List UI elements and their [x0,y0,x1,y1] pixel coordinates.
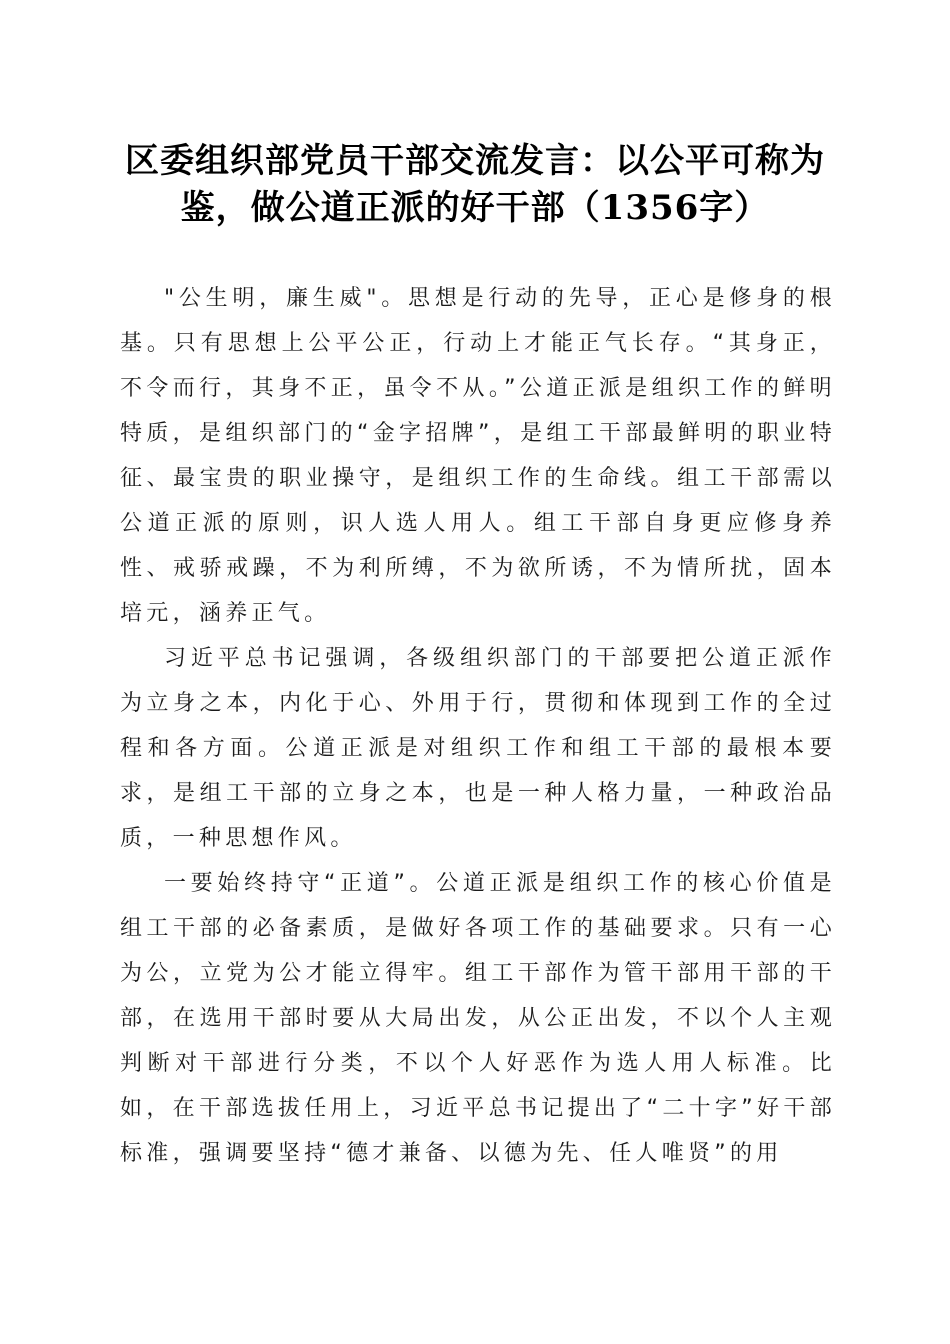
title-line-2: 鉴，做公道正派的好干部（1356字） [180,188,770,228]
paragraph-1: "公生明，廉生威"。思想是行动的先导，正心是修身的根基。只有思想上公平公正，行动上才能正气长存。“其身正，不令而行，其身不正，虽令不从。”公道正派是组织工作的鲜明特质，是组织部门的“金字招牌”，是组工干部最鲜明的职业特征、最宝贵的职业操守，是组织工作的生命线。组工干部需以公道正派的原则，识人选人用人。组工干部自身更应修身养性、戒骄戒躁，不为利所缚，不为欲所诱，不为情所扰，固本培元，涵养正气。 [120,286,836,626]
document-title [100,138,850,232]
document-body [120,276,836,1176]
title-line-1: 区委组织部党员干部交流发言：以公平可称为 [125,141,825,181]
paragraph-3: 一要始终持守“正道”。公道正派是组织工作的核心价值是组工干部的必备素质，是做好各项工作的基础要求。只有一心为公，立党为公才能立得牢。组工干部作为管干部用干部的干部，在选用干部时要从大局出发，从公正出发，不以个人主观判断对干部进行分类，不以个人好恶作为选人用人标准。比如，在干部选拔任用上，习近平总书记提出了“二十字”好干部标准，强调要坚持“德才兼备、以德为先、任人唯贤”的用 [120,871,836,1166]
paragraph-2: 习近平总书记强调，各级组织部门的干部要把公道正派作为立身之本，内化于心、外用于行，贯彻和体现到工作的全过程和各方面。公道正派是对组织工作和组工干部的最根本要求，是组工干部的立身之本，也是一种人格力量，一种政治品质，一种思想作风。 [120,646,836,851]
